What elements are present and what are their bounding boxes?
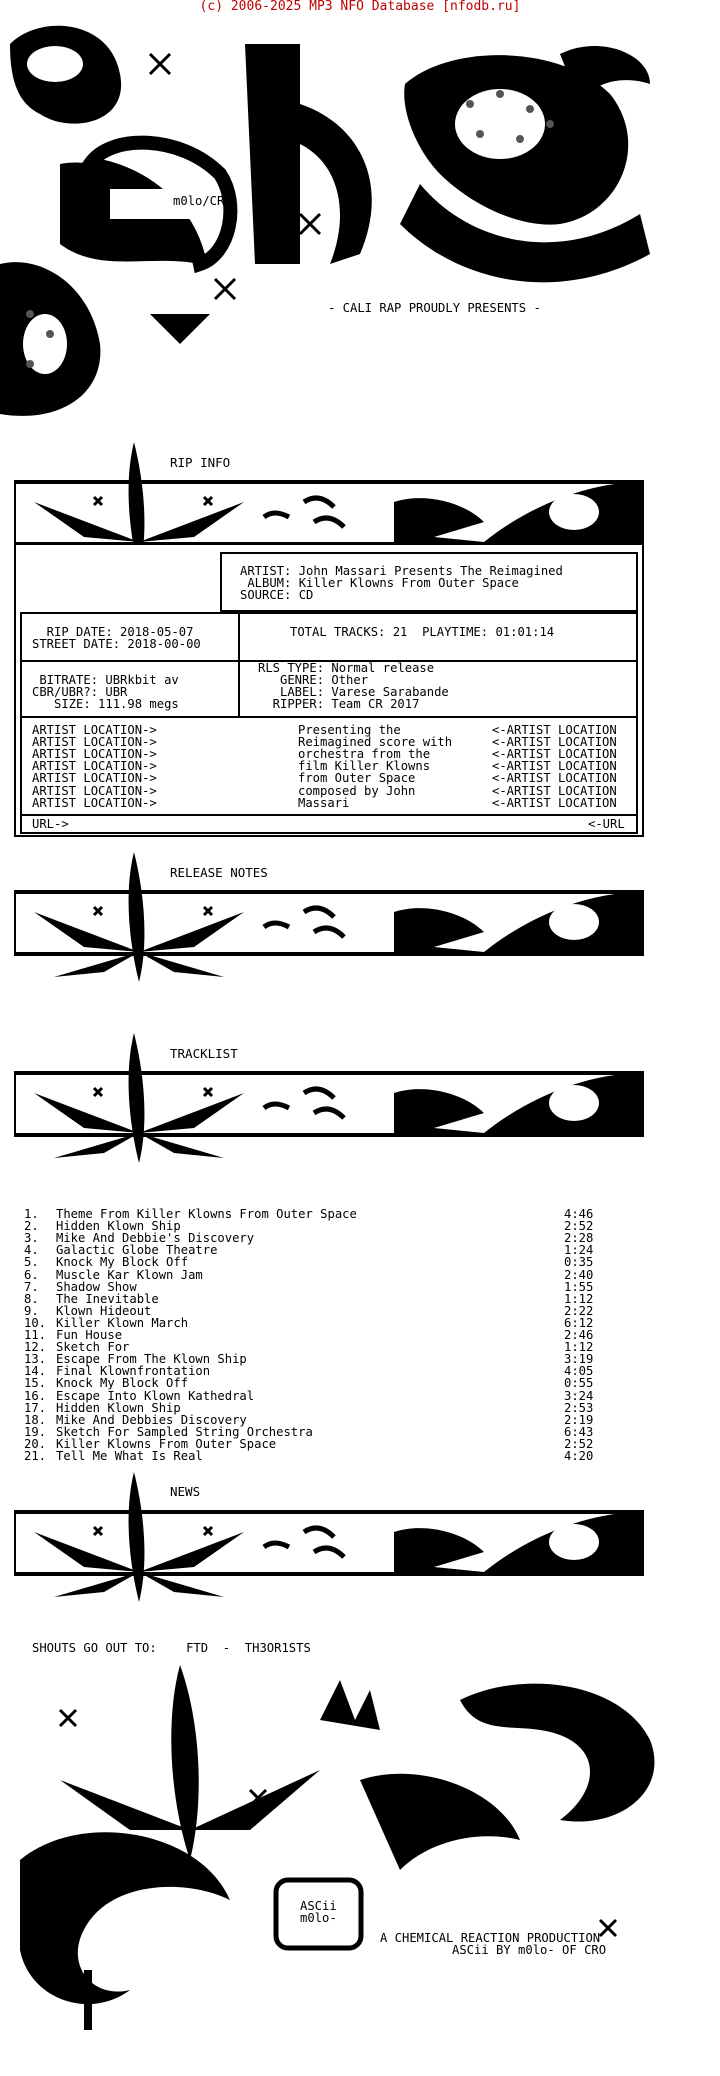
artist-location-right: <-ARTIST LOCATION — [492, 747, 617, 762]
track-number: 8. — [24, 1291, 39, 1306]
artist-location-right: <-ARTIST LOCATION — [492, 759, 617, 774]
track-time: 0:35 — [564, 1255, 594, 1270]
track-number: 12. — [24, 1340, 47, 1355]
track-row — [24, 1450, 604, 1462]
track-title: Muscle Kar Klown Jam — [56, 1267, 203, 1282]
track-title: The Inevitable — [56, 1291, 159, 1306]
track-number: 13. — [24, 1352, 47, 1367]
artist-location-left: ARTIST LOCATION-> — [32, 783, 157, 798]
track-number: 9. — [24, 1303, 39, 1318]
track-number: 14. — [24, 1364, 47, 1379]
track-title: Hidden Klown Ship — [56, 1400, 181, 1415]
header-tag: m0lo/CRO — [173, 194, 232, 208]
track-title: Killer Klown March — [56, 1315, 189, 1330]
artist-location-right: <-ARTIST LOCATION — [492, 771, 617, 786]
track-time: 1:24 — [564, 1243, 594, 1258]
track-time: 2:46 — [564, 1328, 594, 1342]
track-time: 2:22 — [564, 1303, 594, 1318]
totals-line: TOTAL TRACKS: 21 PLAYTIME: 01:01:14 — [290, 625, 555, 639]
track-row — [24, 1281, 604, 1293]
artist-location-right: <-ARTIST LOCATION — [492, 783, 617, 798]
track-row — [24, 1293, 604, 1305]
track-title: Hidden Klown Ship — [56, 1219, 181, 1234]
track-time: 6:43 — [564, 1424, 594, 1439]
track-title: Klown Hideout — [56, 1303, 152, 1318]
release-description-line: Massari — [298, 795, 350, 810]
size-line: SIZE: 111.98 megs — [32, 697, 179, 711]
track-number: 16. — [24, 1388, 47, 1403]
track-time: 3:24 — [564, 1388, 594, 1403]
artist-location-left: ARTIST LOCATION-> — [32, 735, 157, 750]
track-row — [24, 1390, 604, 1402]
track-title: Mike And Debbies Discovery — [56, 1412, 247, 1427]
track-time: 2:53 — [564, 1400, 594, 1415]
genre-line: GENRE: Other — [258, 673, 369, 687]
track-row — [24, 1269, 604, 1281]
news-banner — [14, 1472, 644, 1632]
street-date: STREET DATE: 2018-00-00 — [32, 637, 201, 651]
track-time: 4:46 — [564, 1207, 594, 1221]
track-time: 6:12 — [564, 1315, 594, 1330]
track-time: 4:05 — [564, 1364, 594, 1379]
label-line: LABEL: Varese Sarabande — [258, 685, 449, 699]
footer-credit-1: A CHEMICAL REACTION PRODUCTION — [380, 1931, 601, 1945]
track-number: 21. — [24, 1449, 47, 1463]
track-row — [24, 1414, 604, 1426]
footer-badge-line-2: m0lo- — [300, 1911, 337, 1925]
track-time: 1:12 — [564, 1291, 594, 1306]
url-box — [20, 814, 638, 834]
artist-location-left: ARTIST LOCATION-> — [32, 795, 157, 810]
artist-location-left: ARTIST LOCATION-> — [32, 723, 157, 737]
source-line: SOURCE: CD — [240, 588, 314, 602]
track-time: 1:12 — [564, 1340, 594, 1355]
release-description-line: Presenting the — [298, 723, 401, 737]
track-title: Sketch For — [56, 1340, 130, 1355]
header-ascii-art — [0, 14, 720, 424]
release-description-line: film Killer Klowns — [298, 759, 431, 774]
track-time: 2:19 — [564, 1412, 594, 1427]
track-number: 3. — [24, 1231, 39, 1246]
track-number: 10. — [24, 1315, 47, 1330]
track-row — [24, 1377, 604, 1389]
track-time: 2:52 — [564, 1436, 594, 1451]
track-time: 0:55 — [564, 1376, 594, 1391]
track-title: Knock My Block Off — [56, 1255, 189, 1270]
track-number: 5. — [24, 1255, 39, 1270]
track-title: Sketch For Sampled String Orchestra — [56, 1424, 313, 1439]
section-title-news: NEWS — [170, 1484, 201, 1499]
track-number: 17. — [24, 1400, 47, 1415]
track-title: Galactic Globe Theatre — [56, 1243, 218, 1258]
rip-date: RIP DATE: 2018-05-07 — [32, 625, 194, 639]
cbr-line: CBR/UBR?: UBR — [32, 685, 128, 699]
copyright-line[interactable]: (c) 2006-2025 MP3 NFO Database [nfodb.ru] — [199, 0, 521, 14]
bitrate-line: BITRATE: UBRkbit av — [32, 673, 179, 687]
track-number: 7. — [24, 1279, 39, 1294]
artist-location-right: <-ARTIST LOCATION — [492, 795, 617, 810]
tracklist-banner — [14, 1033, 644, 1193]
url-left[interactable]: URL-> — [32, 817, 69, 831]
track-title: Theme From Killer Klowns From Outer Space — [56, 1207, 357, 1221]
track-title: Final Klownfrontation — [56, 1364, 211, 1379]
track-title: Shadow Show — [56, 1279, 137, 1294]
track-title: Escape From The Klown Ship — [56, 1352, 247, 1367]
track-row — [24, 1402, 604, 1414]
track-number: 18. — [24, 1412, 47, 1427]
track-number: 11. — [24, 1328, 47, 1342]
section-title-tracklist: TRACKLIST — [170, 1046, 238, 1061]
track-title: Killer Klowns From Outer Space — [56, 1436, 277, 1451]
section-title-rip-info: RIP INFO — [170, 455, 231, 470]
track-number: 4. — [24, 1243, 39, 1258]
artist-location-left: ARTIST LOCATION-> — [32, 771, 157, 786]
track-time: 3:19 — [564, 1352, 594, 1367]
track-number: 19. — [24, 1424, 47, 1439]
artist-location-right: <-ARTIST LOCATION — [492, 723, 617, 737]
release-description-line: composed by John — [298, 783, 416, 798]
artist-location-right: <-ARTIST LOCATION — [492, 735, 617, 750]
track-title: Tell Me What Is Real — [56, 1449, 203, 1463]
track-title: Knock My Block Off — [56, 1376, 189, 1391]
section-title-release-notes: RELEASE NOTES — [170, 865, 268, 880]
track-title: Mike And Debbie's Discovery — [56, 1231, 255, 1246]
track-time: 2:28 — [564, 1231, 594, 1246]
artist-location-left: ARTIST LOCATION-> — [32, 747, 157, 762]
release-description-line: from Outer Space — [298, 771, 416, 786]
track-time: 4:20 — [564, 1449, 594, 1463]
track-time: 2:40 — [564, 1267, 594, 1282]
track-title: Escape Into Klown Kathedral — [56, 1388, 255, 1403]
track-number: 20. — [24, 1436, 47, 1451]
shouts-line: SHOUTS GO OUT TO: FTD - TH3OR1STS — [32, 1641, 311, 1655]
footer-badge-line-1: ASCii — [300, 1899, 337, 1913]
release-description-line: Reimagined score with — [298, 735, 453, 750]
footer-ascii-art — [0, 1660, 720, 2040]
artist-location-left: ARTIST LOCATION-> — [32, 759, 157, 774]
url-right[interactable]: <-URL — [588, 817, 625, 831]
track-time: 2:52 — [564, 1219, 594, 1234]
track-time: 1:55 — [564, 1279, 594, 1294]
track-number: 6. — [24, 1267, 39, 1282]
track-number: 1. — [24, 1207, 39, 1221]
artist-line: ARTIST: John Massari Presents The Reimagined — [240, 564, 563, 578]
album-line: ALBUM: Killer Klowns From Outer Space — [240, 576, 519, 590]
track-number: 2. — [24, 1219, 39, 1234]
footer-credit-2: ASCii BY m0lo- OF CRO — [452, 1943, 607, 1957]
ripper-line: RIPPER: Team CR 2017 — [258, 697, 420, 711]
track-title: Fun House — [56, 1328, 123, 1342]
track-number: 15. — [24, 1376, 47, 1391]
release-notes-banner — [14, 852, 644, 1012]
presents-line: - CALI RAP PROUDLY PRESENTS - — [328, 301, 541, 315]
release-description-line: orchestra from the — [298, 747, 431, 762]
track-row — [24, 1256, 604, 1268]
rls-type-line: RLS TYPE: Normal release — [258, 661, 435, 675]
